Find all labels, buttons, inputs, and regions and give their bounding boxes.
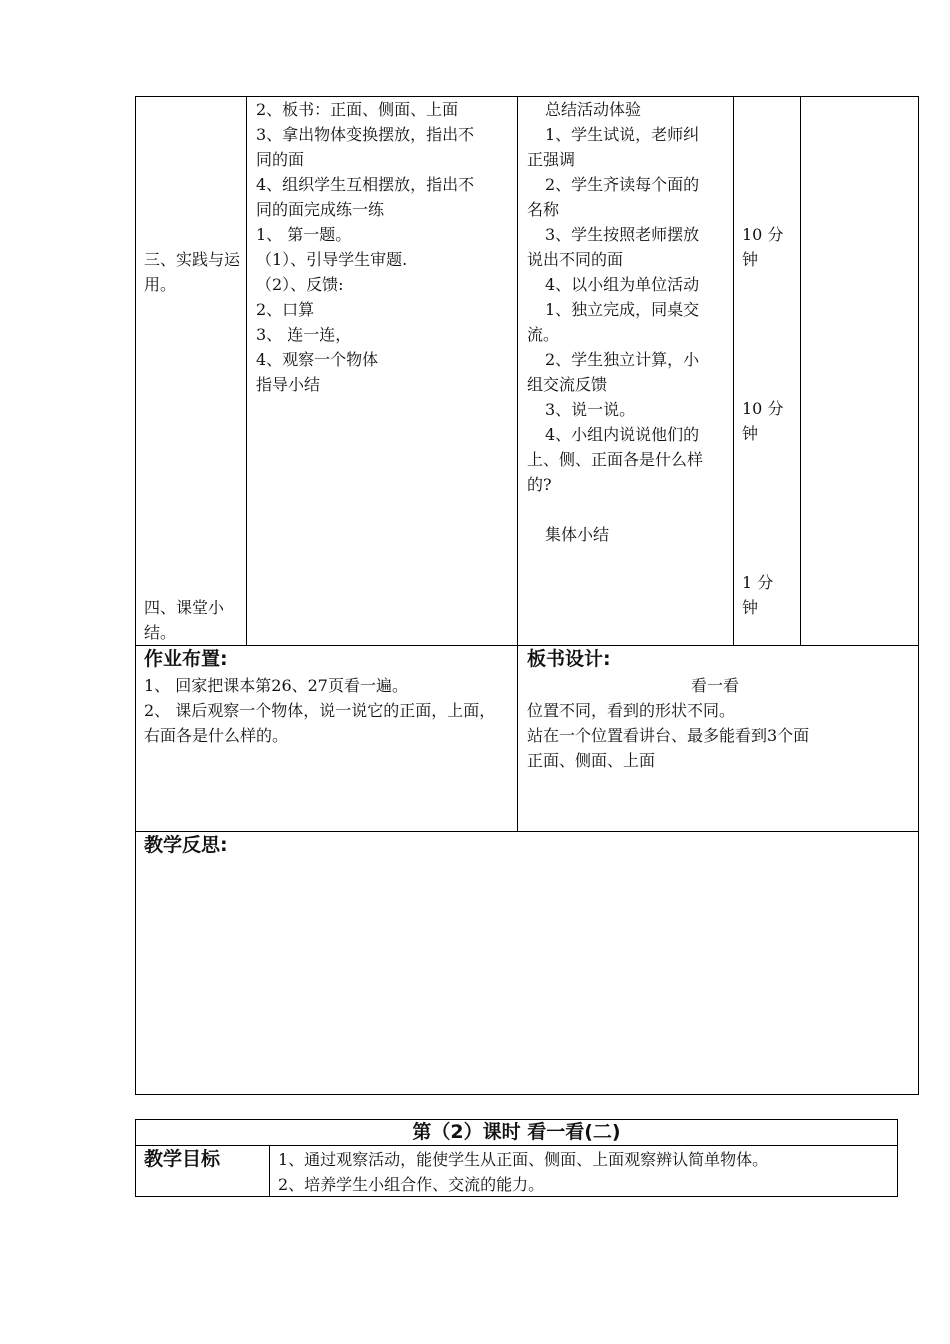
row-divider [136, 1145, 897, 1146]
homework-item: 2、 课后观察一个物体，说一说它的正面，上面，右面各是什么样的。 [144, 701, 496, 745]
row-divider [136, 645, 918, 646]
goal-label: 教学目标 [144, 1148, 221, 1170]
teacher-line: 同的面 [256, 150, 305, 169]
student-line: 组交流反馈 [527, 375, 608, 394]
student-line: 流。 [527, 325, 560, 344]
student-line: 上、侧、正面各是什么样 [527, 450, 704, 469]
time-label: 钟 [742, 598, 759, 617]
board-line: 正面、侧面、上面 [527, 751, 656, 770]
homework-title: 作业布置: [144, 648, 228, 670]
teacher-line: 同的面完成练一练 [256, 200, 385, 219]
student-line: 3、说一说。 [545, 400, 636, 419]
student-line: 说出不同的面 [527, 250, 624, 269]
teacher-line: 3、拿出物体变换摆放，指出不 [256, 125, 475, 144]
teacher-line: （2）、反馈: [256, 275, 344, 294]
student-line: 总结活动体验 [545, 100, 642, 119]
student-line: 1、独立完成，同桌交 [545, 300, 700, 319]
board-title: 板书设计: [527, 648, 611, 670]
teacher-line: （1）、引导学生审题. [256, 250, 408, 269]
lesson2-title: 第（2）课时 看一看(二) [412, 1121, 621, 1143]
student-line: 2、学生齐读每个面的 [545, 175, 700, 194]
lesson2-table [135, 1119, 898, 1197]
col-divider [269, 1145, 270, 1196]
col-divider [800, 97, 801, 645]
teacher-line: 3、 连一连， [256, 325, 352, 344]
board-line: 位置不同，看到的形状不同。 [527, 701, 736, 720]
stage-practice: 三、实践与运用。 [144, 250, 241, 294]
student-line [527, 497, 703, 522]
homework-item: 1、 回家把课本第26、27页看一遍。 [144, 676, 408, 695]
lesson-plan-table [135, 96, 919, 1095]
student-line: 集体小结 [545, 525, 610, 544]
time-label: 钟 [742, 424, 759, 443]
teacher-line: 指导小结 [256, 375, 321, 394]
teacher-line: 2、口算 [256, 300, 315, 319]
teacher-line: 2、板书：正面、侧面、上面 [256, 100, 459, 119]
student-line: 正强调 [527, 150, 576, 169]
reflection-title: 教学反思: [144, 834, 228, 856]
stage-summary: 四、课堂小结。 [144, 598, 225, 642]
time-label: 钟 [742, 250, 759, 269]
row-divider [136, 831, 918, 832]
teacher-line: 4、观察一个物体 [256, 350, 379, 369]
student-activities [527, 97, 703, 547]
time-label: 10 分 [742, 225, 784, 244]
student-line: 1、学生试说，老师纠 [545, 125, 700, 144]
board-heading: 看一看 [691, 676, 740, 695]
student-line: 名称 [527, 200, 560, 219]
time-label: 10 分 [742, 399, 784, 418]
student-line: 4、小组内说说他们的 [545, 425, 700, 444]
teacher-line: 4、组织学生互相摆放，指出不 [256, 175, 475, 194]
col-divider [517, 97, 518, 832]
student-line: 的? [527, 475, 552, 494]
student-line: 2、学生独立计算，小 [545, 350, 700, 369]
board-line: 站在一个位置看讲台、最多能看到3个面 [527, 726, 810, 745]
teacher-activities [256, 97, 474, 397]
student-line: 4、以小组为单位活动 [545, 275, 700, 294]
time-label: 1 分 [742, 573, 774, 592]
teacher-line: 1、 第一题。 [256, 225, 352, 244]
goal-item: 2、培养学生小组合作、交流的能力。 [278, 1175, 545, 1194]
student-line: 3、学生按照老师摆放 [545, 225, 700, 244]
col-divider [246, 97, 247, 645]
goal-item: 1、通过观察活动，能使学生从正面、侧面、上面观察辨认简单物体。 [278, 1150, 769, 1169]
col-divider [733, 97, 734, 645]
